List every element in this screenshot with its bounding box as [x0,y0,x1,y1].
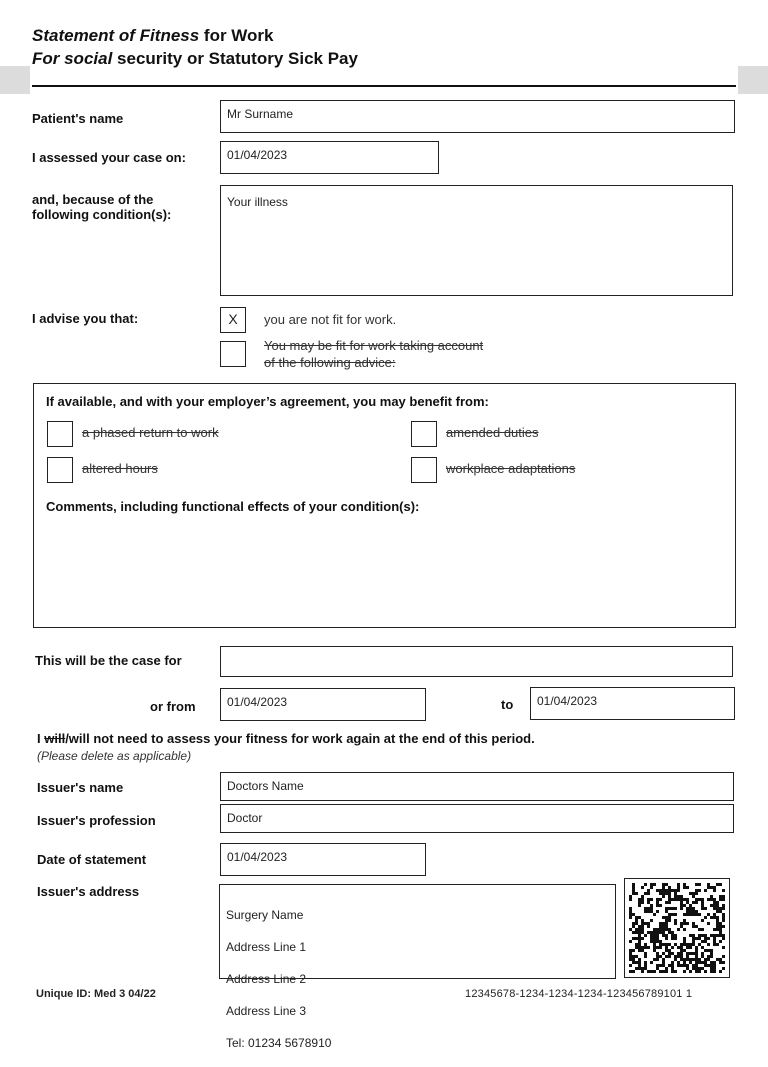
form-title-rest: for Work [199,26,274,45]
not-fit-checkbox[interactable]: X [220,307,246,333]
comments-label: Comments, including functional effects of your condition(s): [46,499,420,514]
2d-barcode-graphic [629,883,725,973]
reassess-prefix: I [37,731,45,746]
amended-duties-text: amended duties [446,425,539,440]
form-title [32,26,274,46]
issuer-name-label: Issuer's name [37,780,124,795]
altered-hours-checkbox[interactable] [47,457,73,483]
or-from-label: or from [150,699,196,714]
condition-label: and, because of the following condition(s): [32,192,172,222]
phased-return-text: a phased return to work [82,425,219,440]
form-subtitle [32,49,358,69]
statement-date-field[interactable]: 01/04/2023 [220,843,426,876]
issuer-name-field[interactable]: Doctors Name [220,772,734,801]
assessed-date-label: I assessed your case on: [32,150,186,165]
condition-field[interactable]: Your illness [220,185,733,296]
address-line: Address Line 1 [226,940,307,954]
may-be-fit-text-line2: of the following advice: [264,355,396,370]
reassess-rest: /will not need to assess your fitness for work again at the end of this period. [65,731,535,746]
form-subtitle-emphasis: For social [32,49,113,68]
left-edge-tab [0,66,30,94]
advice-label: I advise you that: [32,311,139,326]
altered-hours-text: altered hours [82,461,158,476]
assessed-date-field[interactable]: 01/04/2023 [220,141,439,174]
form-title-emphasis: Statement of Fitness [32,26,200,45]
workplace-adaptations-checkbox[interactable] [411,457,437,483]
not-fit-text: you are not fit for work. [264,312,397,327]
case-for-field[interactable] [220,646,733,677]
may-be-fit-checkbox[interactable] [220,341,246,367]
from-date-field[interactable]: 01/04/2023 [220,688,426,721]
workplace-adaptations-text: workplace adaptations [446,461,576,476]
case-for-label: This will be the case for [35,653,182,668]
address-line: Surgery Name [226,908,304,922]
benefits-heading: If available, and with your employer’s agreement, you may benefit from: [46,394,489,409]
unique-id: Unique ID: Med 3 04/22 [36,988,156,1000]
patient-name-field[interactable]: Mr Surname [220,100,735,133]
issuer-address-label: Issuer's address [37,884,140,899]
issuer-profession-field[interactable]: Doctor [220,804,734,833]
address-line: Address Line 3 [226,1004,307,1018]
may-be-fit-text-line1: You may be fit for work taking account [264,338,484,353]
reassess-struck-word: will [44,731,66,746]
issuer-profession-label: Issuer's profession [37,813,156,828]
reference-number: 12345678-1234-1234-1234-123456789101 1 [465,988,693,1000]
statement-date-label: Date of statement [37,852,147,867]
to-label: to [501,697,514,712]
reassess-statement [37,731,535,746]
address-line: Address Line 2 [226,972,307,986]
to-date-field[interactable]: 01/04/2023 [530,687,735,720]
phased-return-checkbox[interactable] [47,421,73,447]
comments-area[interactable] [46,518,722,622]
right-edge-tab [738,66,768,94]
amended-duties-checkbox[interactable] [411,421,437,447]
header-divider [32,85,736,87]
delete-applicable-note: (Please delete as applicable) [37,749,192,763]
address-line: Tel: 01234 5678910 [226,1036,332,1050]
form-subtitle-rest: security or Statutory Sick Pay [112,49,358,68]
2d-barcode-icon [624,878,730,978]
patient-name-label: Patient's name [32,111,124,126]
